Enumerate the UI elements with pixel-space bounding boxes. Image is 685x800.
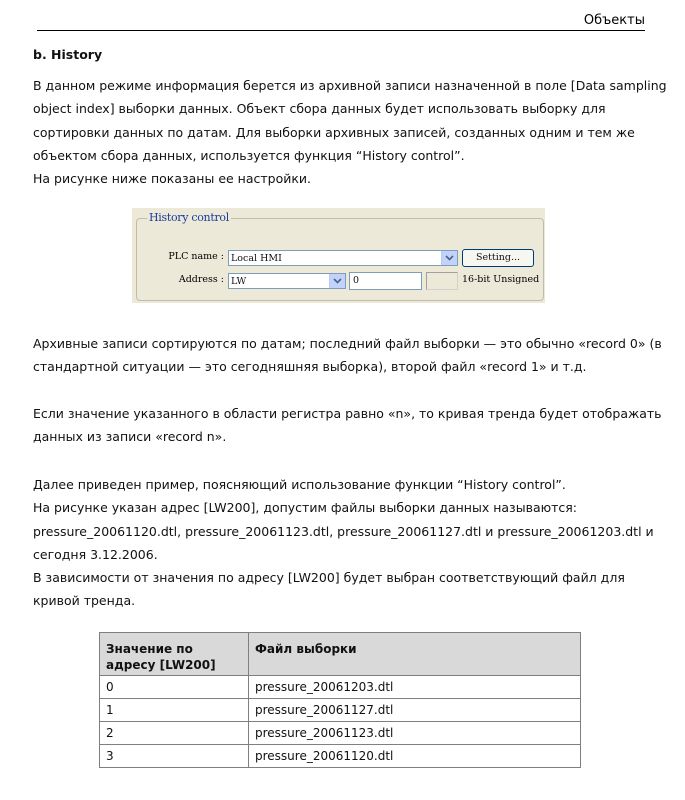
text-line: В данном режиме информация берется из архивной записи назначенной в поле [Data sampling bbox=[33, 78, 667, 93]
header-section-title: Объекты bbox=[583, 13, 645, 28]
record-paragraph bbox=[33, 332, 662, 379]
address-device-select[interactable] bbox=[228, 273, 346, 289]
address-label: Address : bbox=[178, 274, 224, 285]
text-line: сортировки данных по датам. Для выборки архивных записей, созданных одним и тем же bbox=[33, 124, 635, 140]
address-value-input[interactable]: 0 bbox=[349, 272, 422, 290]
chevron-down-icon[interactable] bbox=[329, 274, 345, 288]
lw200-file-table bbox=[99, 632, 581, 768]
text-line: В зависимости от значения по адресу [LW200] будет выбран соответствующий файл для bbox=[33, 570, 625, 586]
table-cell-value: 3 bbox=[100, 745, 249, 768]
table-cell-file: pressure_20061127.dtl bbox=[249, 699, 581, 722]
plc-name-select[interactable] bbox=[228, 250, 458, 266]
column-header-value: Значение по адресу [LW200] bbox=[100, 633, 249, 676]
intro-paragraph bbox=[33, 74, 667, 190]
table-row bbox=[100, 676, 581, 699]
plc-name-label: PLC name : bbox=[168, 251, 224, 262]
text-line: сегодня 3.12.2006. bbox=[33, 546, 158, 562]
plc-name-value: Local HMI bbox=[231, 253, 282, 264]
section-title: b. History bbox=[33, 47, 103, 62]
table-cell-value: 0 bbox=[100, 676, 249, 699]
column-header-file: Файл выборки bbox=[249, 633, 581, 676]
group-title: History control bbox=[149, 211, 229, 224]
text-line: данных из записи «record n». bbox=[33, 429, 227, 445]
example-paragraph bbox=[33, 473, 654, 613]
setting-button[interactable]: Setting... bbox=[462, 249, 534, 267]
text-line: На рисунке указан адрес [LW200], допустим файлы выборки данных называются: bbox=[33, 500, 578, 516]
format-label: 16-bit Unsigned bbox=[462, 274, 540, 285]
address-device-value: LW bbox=[231, 276, 247, 287]
text-line: Архивные записи сортируются по датам; последний файл выборки — это обычно «record 0» (в bbox=[33, 336, 662, 351]
text-line: кривой тренда. bbox=[33, 593, 136, 609]
trend-paragraph bbox=[33, 402, 662, 449]
text-line: Далее приведен пример, поясняющий использование функции “History control”. bbox=[33, 477, 566, 492]
table-cell-value: 1 bbox=[100, 699, 249, 722]
chevron-down-icon[interactable] bbox=[441, 251, 457, 265]
table-row bbox=[100, 745, 581, 768]
header-rule bbox=[37, 12, 645, 31]
table-row bbox=[100, 722, 581, 745]
table-cell-file: pressure_20061203.dtl bbox=[249, 676, 581, 699]
history-control-dialog bbox=[132, 208, 545, 303]
address-extra-field bbox=[426, 272, 458, 290]
table-header-row bbox=[100, 633, 581, 676]
text-line: pressure_20061120.dtl, pressure_20061123.dtl, pressure_20061127.dtl и pressure_20061203.dtl и bbox=[33, 523, 654, 539]
text-line: object index] выборки данных. Объект сбора данных будет использовать выборку для bbox=[33, 101, 606, 117]
table-row bbox=[100, 699, 581, 722]
text-line: На рисунке ниже показаны ее настройки. bbox=[33, 171, 312, 187]
table-cell-file: pressure_20061123.dtl bbox=[249, 722, 581, 745]
table-cell-file: pressure_20061120.dtl bbox=[249, 745, 581, 768]
text-line: Если значение указанного в области регистра равно «n», то кривая тренда будет отображать bbox=[33, 406, 662, 421]
text-line: объектом сбора данных, используется функция “History control”. bbox=[33, 147, 465, 163]
table-cell-value: 2 bbox=[100, 722, 249, 745]
text-line: стандартной ситуации — это сегодняшняя выборка), второй файл «record 1» и т.д. bbox=[33, 359, 587, 375]
